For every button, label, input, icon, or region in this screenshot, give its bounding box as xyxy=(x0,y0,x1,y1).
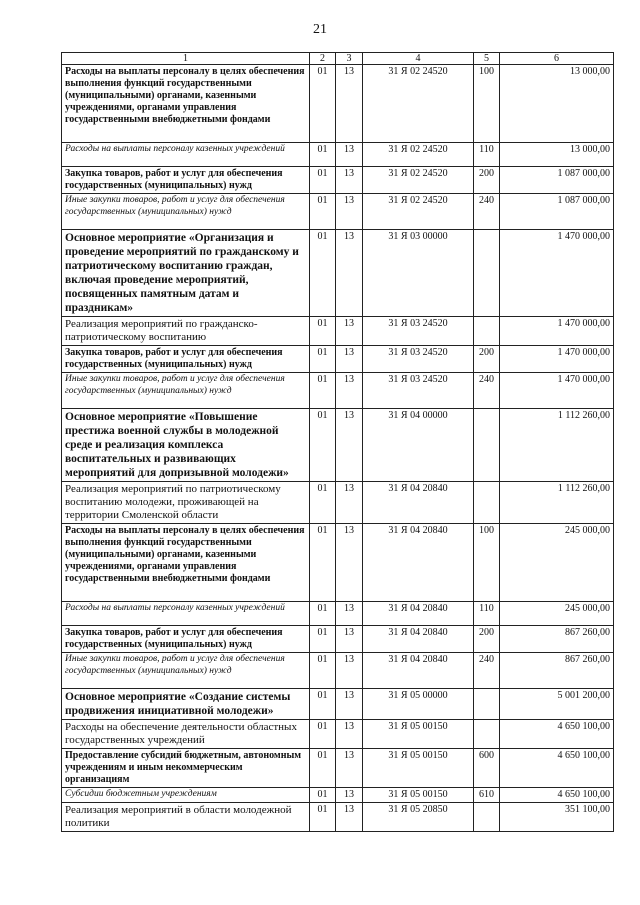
cell-name: Иные закупки товаров, работ и услуг для обеспечения государственных (муниципальных) нужд xyxy=(62,653,310,689)
cell-section: 01 xyxy=(310,230,336,317)
cell-expense-type: 600 xyxy=(474,749,500,788)
cell-target-code: 31 Я 04 20840 xyxy=(363,482,474,524)
table-row xyxy=(62,409,614,482)
table-row xyxy=(62,230,614,317)
cell-expense-type: 610 xyxy=(474,788,500,803)
table-row xyxy=(62,602,614,626)
cell-name: Основное мероприятие «Создание системы продвижения инициативной молодежи» xyxy=(62,689,310,720)
cell-expense-type: 100 xyxy=(474,65,500,143)
cell-section: 01 xyxy=(310,409,336,482)
cell-name: Основное мероприятие «Организация и проведение мероприятий по гражданскому и патриотическому воспитанию граждан, включая проведение мероприятий, посвященных памятным датам и праздникам» xyxy=(62,230,310,317)
table-row xyxy=(62,803,614,832)
cell-expense-type: 200 xyxy=(474,167,500,194)
cell-section: 01 xyxy=(310,653,336,689)
cell-amount: 1 470 000,00 xyxy=(500,346,614,373)
cell-name: Реализация мероприятий по патриотическому воспитанию молодежи, проживающей на территории Смоленской области xyxy=(62,482,310,524)
cell-name: Реализация мероприятий в области молодежной политики xyxy=(62,803,310,832)
cell-amount: 1 112 260,00 xyxy=(500,409,614,482)
cell-section: 01 xyxy=(310,194,336,230)
table-body xyxy=(62,65,614,832)
cell-expense-type xyxy=(474,230,500,317)
cell-target-code: 31 Я 03 24520 xyxy=(363,346,474,373)
cell-amount: 5 001 200,00 xyxy=(500,689,614,720)
cell-section: 01 xyxy=(310,720,336,749)
cell-name: Субсидии бюджетным учреждениям xyxy=(62,788,310,803)
cell-name: Расходы на выплаты персоналу в целях обеспечения выполнения функций государственными (муниципальными) органами, казенными учреждениями, органами управления государственными внебюджетными фондами xyxy=(62,524,310,602)
cell-target-code: 31 Я 03 00000 xyxy=(363,230,474,317)
cell-amount: 4 650 100,00 xyxy=(500,720,614,749)
cell-target-code: 31 Я 02 24520 xyxy=(363,65,474,143)
cell-subsection: 13 xyxy=(336,373,363,409)
cell-amount: 1 470 000,00 xyxy=(500,230,614,317)
cell-amount: 1 112 260,00 xyxy=(500,482,614,524)
cell-target-code: 31 Я 04 20840 xyxy=(363,602,474,626)
cell-subsection: 13 xyxy=(336,317,363,346)
cell-subsection: 13 xyxy=(336,65,363,143)
cell-amount: 1 470 000,00 xyxy=(500,317,614,346)
table-row xyxy=(62,317,614,346)
cell-section: 01 xyxy=(310,689,336,720)
cell-expense-type xyxy=(474,317,500,346)
table-row xyxy=(62,167,614,194)
cell-subsection: 13 xyxy=(336,803,363,832)
cell-amount: 1 087 000,00 xyxy=(500,194,614,230)
page-number: 21 xyxy=(313,22,327,37)
cell-subsection: 13 xyxy=(336,409,363,482)
cell-subsection: 13 xyxy=(336,167,363,194)
cell-subsection: 13 xyxy=(336,689,363,720)
cell-expense-type: 200 xyxy=(474,626,500,653)
cell-name: Расходы на выплаты персоналу казенных учреждений xyxy=(62,143,310,167)
cell-section: 01 xyxy=(310,317,336,346)
cell-name: Закупка товаров, работ и услуг для обеспечения государственных (муниципальных) нужд xyxy=(62,346,310,373)
cell-section: 01 xyxy=(310,524,336,602)
cell-target-code: 31 Я 04 20840 xyxy=(363,524,474,602)
table-row xyxy=(62,346,614,373)
cell-expense-type xyxy=(474,409,500,482)
table-row xyxy=(62,749,614,788)
cell-amount: 13 000,00 xyxy=(500,65,614,143)
cell-expense-type xyxy=(474,689,500,720)
cell-subsection: 13 xyxy=(336,524,363,602)
cell-amount: 245 000,00 xyxy=(500,602,614,626)
cell-target-code: 31 Я 04 00000 xyxy=(363,409,474,482)
cell-subsection: 13 xyxy=(336,230,363,317)
cell-target-code: 31 Я 02 24520 xyxy=(363,143,474,167)
cell-amount: 1 087 000,00 xyxy=(500,167,614,194)
cell-expense-type xyxy=(474,482,500,524)
cell-section: 01 xyxy=(310,373,336,409)
cell-name: Реализация мероприятий по гражданско-патриотическому воспитанию xyxy=(62,317,310,346)
table-header-row xyxy=(62,53,614,65)
cell-section: 01 xyxy=(310,65,336,143)
table-row xyxy=(62,65,614,143)
cell-section: 01 xyxy=(310,346,336,373)
cell-expense-type: 100 xyxy=(474,524,500,602)
header-col-5: 5 xyxy=(474,53,500,65)
cell-expense-type: 240 xyxy=(474,194,500,230)
cell-name: Иные закупки товаров, работ и услуг для обеспечения государственных (муниципальных) нужд xyxy=(62,194,310,230)
header-col-4: 4 xyxy=(363,53,474,65)
cell-target-code: 31 Я 04 20840 xyxy=(363,653,474,689)
cell-expense-type: 200 xyxy=(474,346,500,373)
header-col-3: 3 xyxy=(336,53,363,65)
cell-subsection: 13 xyxy=(336,194,363,230)
cell-expense-type: 110 xyxy=(474,602,500,626)
cell-expense-type: 110 xyxy=(474,143,500,167)
table-row xyxy=(62,788,614,803)
cell-section: 01 xyxy=(310,482,336,524)
cell-amount: 245 000,00 xyxy=(500,524,614,602)
cell-name: Закупка товаров, работ и услуг для обеспечения государственных (муниципальных) нужд xyxy=(62,626,310,653)
cell-target-code: 31 Я 03 24520 xyxy=(363,373,474,409)
cell-name: Иные закупки товаров, работ и услуг для обеспечения государственных (муниципальных) нужд xyxy=(62,373,310,409)
budget-table xyxy=(61,52,614,832)
cell-target-code: 31 Я 05 00150 xyxy=(363,749,474,788)
header-col-6: 6 xyxy=(500,53,614,65)
cell-subsection: 13 xyxy=(336,653,363,689)
cell-target-code: 31 Я 05 20850 xyxy=(363,803,474,832)
cell-target-code: 31 Я 05 00000 xyxy=(363,689,474,720)
table-row xyxy=(62,720,614,749)
header-col-2: 2 xyxy=(310,53,336,65)
table-row xyxy=(62,524,614,602)
cell-expense-type: 240 xyxy=(474,373,500,409)
cell-amount: 867 260,00 xyxy=(500,653,614,689)
header-col-1: 1 xyxy=(62,53,310,65)
cell-subsection: 13 xyxy=(336,346,363,373)
table-row xyxy=(62,653,614,689)
cell-name: Расходы на обеспечение деятельности областных государственных учреждений xyxy=(62,720,310,749)
cell-subsection: 13 xyxy=(336,143,363,167)
cell-amount: 1 470 000,00 xyxy=(500,373,614,409)
table-row xyxy=(62,689,614,720)
cell-section: 01 xyxy=(310,143,336,167)
cell-name: Расходы на выплаты персоналу в целях обеспечения выполнения функций государственными (муниципальными) органами, казенными учреждениями, органами управления государственными внебюджетными фондами xyxy=(62,65,310,143)
cell-subsection: 13 xyxy=(336,602,363,626)
cell-target-code: 31 Я 02 24520 xyxy=(363,167,474,194)
cell-section: 01 xyxy=(310,803,336,832)
cell-amount: 13 000,00 xyxy=(500,143,614,167)
table-row xyxy=(62,626,614,653)
cell-section: 01 xyxy=(310,602,336,626)
cell-target-code: 31 Я 04 20840 xyxy=(363,626,474,653)
cell-section: 01 xyxy=(310,167,336,194)
cell-name: Предоставление субсидий бюджетным, автономным учреждениям и иным некоммерческим организациям xyxy=(62,749,310,788)
cell-name: Расходы на выплаты персоналу казенных учреждений xyxy=(62,602,310,626)
table-row xyxy=(62,143,614,167)
cell-section: 01 xyxy=(310,749,336,788)
cell-name: Закупка товаров, работ и услуг для обеспечения государственных (муниципальных) нужд xyxy=(62,167,310,194)
table-row xyxy=(62,482,614,524)
cell-name: Основное мероприятие «Повышение престижа военной службы в молодежной среде и реализация комплекса воспитательных и развивающих мероприятий для допризывной молодежи» xyxy=(62,409,310,482)
cell-target-code: 31 Я 03 24520 xyxy=(363,317,474,346)
cell-expense-type xyxy=(474,720,500,749)
cell-section: 01 xyxy=(310,626,336,653)
cell-section: 01 xyxy=(310,788,336,803)
cell-amount: 4 650 100,00 xyxy=(500,749,614,788)
cell-amount: 4 650 100,00 xyxy=(500,788,614,803)
cell-subsection: 13 xyxy=(336,720,363,749)
cell-expense-type: 240 xyxy=(474,653,500,689)
cell-target-code: 31 Я 05 00150 xyxy=(363,788,474,803)
table-row xyxy=(62,373,614,409)
cell-subsection: 13 xyxy=(336,749,363,788)
cell-expense-type xyxy=(474,803,500,832)
cell-target-code: 31 Я 05 00150 xyxy=(363,720,474,749)
cell-amount: 351 100,00 xyxy=(500,803,614,832)
cell-subsection: 13 xyxy=(336,788,363,803)
cell-amount: 867 260,00 xyxy=(500,626,614,653)
cell-subsection: 13 xyxy=(336,626,363,653)
cell-subsection: 13 xyxy=(336,482,363,524)
table-row xyxy=(62,194,614,230)
cell-target-code: 31 Я 02 24520 xyxy=(363,194,474,230)
